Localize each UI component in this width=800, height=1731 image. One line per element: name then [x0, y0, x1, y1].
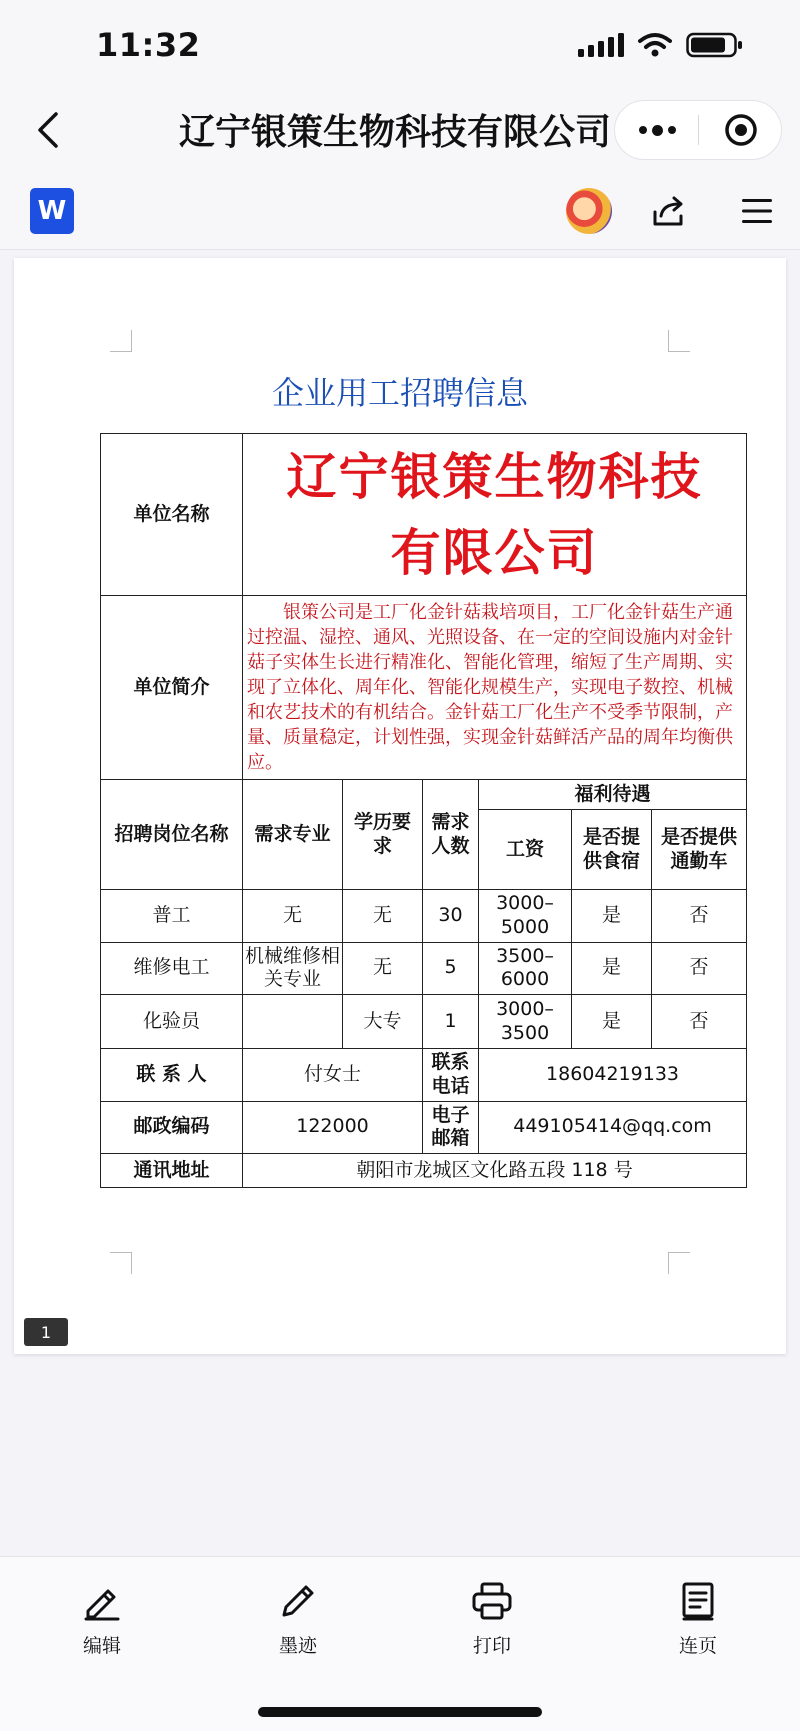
page-number-badge: 1 — [24, 1318, 68, 1346]
print-label: 打印 — [472, 1635, 511, 1657]
postcode: 122000 — [243, 1101, 423, 1154]
header-salary: 工资 — [479, 810, 572, 890]
contact-person-label: 联 系 人 — [101, 1049, 243, 1102]
document-toolbar — [0, 170, 800, 250]
job-major — [243, 995, 343, 1049]
job-housing: 是 — [572, 942, 652, 995]
header-major: 需求专业 — [243, 780, 343, 890]
pencil-icon — [82, 1581, 122, 1621]
edit-button[interactable] — [52, 1577, 152, 1658]
printer-icon — [471, 1581, 513, 1621]
menu-button[interactable] — [734, 188, 780, 234]
page-corner-mark — [110, 1252, 132, 1274]
close-button[interactable] — [699, 101, 783, 159]
continuous-page-button[interactable] — [648, 1577, 748, 1658]
job-commute: 否 — [652, 995, 747, 1049]
more-button[interactable] — [615, 101, 699, 159]
table-row — [101, 1101, 747, 1154]
contact-phone-label: 联系电话 — [423, 1049, 479, 1102]
hamburger-menu-icon — [741, 197, 773, 225]
battery-icon — [686, 32, 744, 58]
edit-label: 编辑 — [82, 1635, 121, 1657]
table-row — [101, 1154, 747, 1188]
table-row — [101, 596, 747, 780]
job-housing: 是 — [572, 995, 652, 1049]
header-count: 需求人数 — [423, 780, 479, 890]
company-name-line1: 辽宁银策生物科技 — [286, 447, 703, 506]
job-education: 无 — [343, 942, 423, 995]
table-row — [101, 890, 747, 943]
company-intro-text: 银策公司是工厂化金针菇栽培项目，工厂化金针菇生产通过控温、湿控、通风、光照设备、在一定的空间设施内对金针菇子实体生长进行精准化、智能化管理，缩短了生产周期、实现了立体化、周年化、智能化规模生产，实现电子数控、机械和农艺技术的有机结合。金针菇工厂化生产不受季节限制，产量、质量稳定，计划性强，实现金针菇鲜活产品的周年均衡供应。 — [243, 596, 747, 780]
ink-button[interactable] — [248, 1577, 348, 1658]
company-intro-label: 单位简介 — [101, 596, 243, 780]
document-page — [14, 258, 786, 1354]
document-lines-icon — [680, 1581, 716, 1621]
header-education: 学历要求 — [343, 780, 423, 890]
header-commute: 是否提供通勤车 — [652, 810, 747, 890]
bottom-bar — [0, 1556, 800, 1731]
header-welfare: 福利待遇 — [479, 780, 747, 810]
ink-pen-icon — [278, 1581, 318, 1621]
company-name-label: 单位名称 — [101, 434, 243, 596]
nav-bar — [0, 90, 800, 170]
chevron-left-icon — [36, 112, 60, 148]
job-major: 机械维修相关专业 — [243, 942, 343, 995]
recruitment-table — [100, 433, 747, 1188]
email: 449105414@qq.com — [479, 1101, 747, 1154]
more-dot-icon — [652, 125, 663, 136]
job-salary: 3000–3500 — [479, 995, 572, 1049]
address: 朝阳市龙城区文化路五段 118 号 — [243, 1154, 747, 1188]
share-button[interactable] — [646, 188, 692, 234]
status-time: 11:32 — [96, 26, 201, 64]
job-count: 30 — [423, 890, 479, 943]
continuous-label: 连页 — [678, 1635, 717, 1657]
postcode-label: 邮政编码 — [101, 1101, 243, 1154]
page-corner-mark — [668, 330, 690, 352]
table-row — [101, 434, 747, 596]
more-dot-icon — [639, 126, 647, 134]
mini-program-capsule — [614, 100, 782, 160]
header-housing: 是否提供食宿 — [572, 810, 652, 890]
back-button[interactable] — [24, 106, 72, 154]
signal-icon — [578, 33, 624, 57]
contact-phone: 18604219133 — [479, 1049, 747, 1102]
word-app-icon: W — [30, 188, 74, 234]
table-row — [101, 780, 747, 810]
job-salary: 3500–6000 — [479, 942, 572, 995]
home-indicator[interactable] — [258, 1707, 542, 1717]
page-corner-mark — [110, 330, 132, 352]
email-label: 电子邮箱 — [423, 1101, 479, 1154]
job-count: 5 — [423, 942, 479, 995]
status-bar — [0, 0, 800, 90]
job-education: 无 — [343, 890, 423, 943]
status-icons — [578, 32, 744, 58]
job-position: 化验员 — [101, 995, 243, 1049]
share-icon — [651, 194, 687, 228]
avatar[interactable] — [566, 188, 612, 234]
table-row — [101, 1049, 747, 1102]
address-label: 通讯地址 — [101, 1154, 243, 1188]
contact-person: 付女士 — [243, 1049, 423, 1102]
document-heading: 企业用工招聘信息 — [271, 374, 528, 412]
job-position: 普工 — [101, 890, 243, 943]
wifi-icon — [638, 32, 672, 58]
print-button[interactable] — [442, 1577, 542, 1658]
job-salary: 3000–5000 — [479, 890, 572, 943]
job-education: 大专 — [343, 995, 423, 1049]
header-position: 招聘岗位名称 — [101, 780, 243, 890]
job-position: 维修电工 — [101, 942, 243, 995]
table-row — [101, 995, 747, 1049]
table-row — [101, 942, 747, 995]
job-housing: 是 — [572, 890, 652, 943]
page-corner-mark — [668, 1252, 690, 1274]
company-name-line2: 有限公司 — [390, 523, 599, 582]
job-commute: 否 — [652, 890, 747, 943]
job-commute: 否 — [652, 942, 747, 995]
ink-label: 墨迹 — [278, 1635, 317, 1657]
page-title: 辽宁银策生物科技有限公司 — [178, 112, 611, 153]
job-major: 无 — [243, 890, 343, 943]
target-close-icon — [724, 113, 758, 147]
job-count: 1 — [423, 995, 479, 1049]
more-dot-icon — [668, 126, 676, 134]
company-name-cell — [243, 434, 747, 596]
